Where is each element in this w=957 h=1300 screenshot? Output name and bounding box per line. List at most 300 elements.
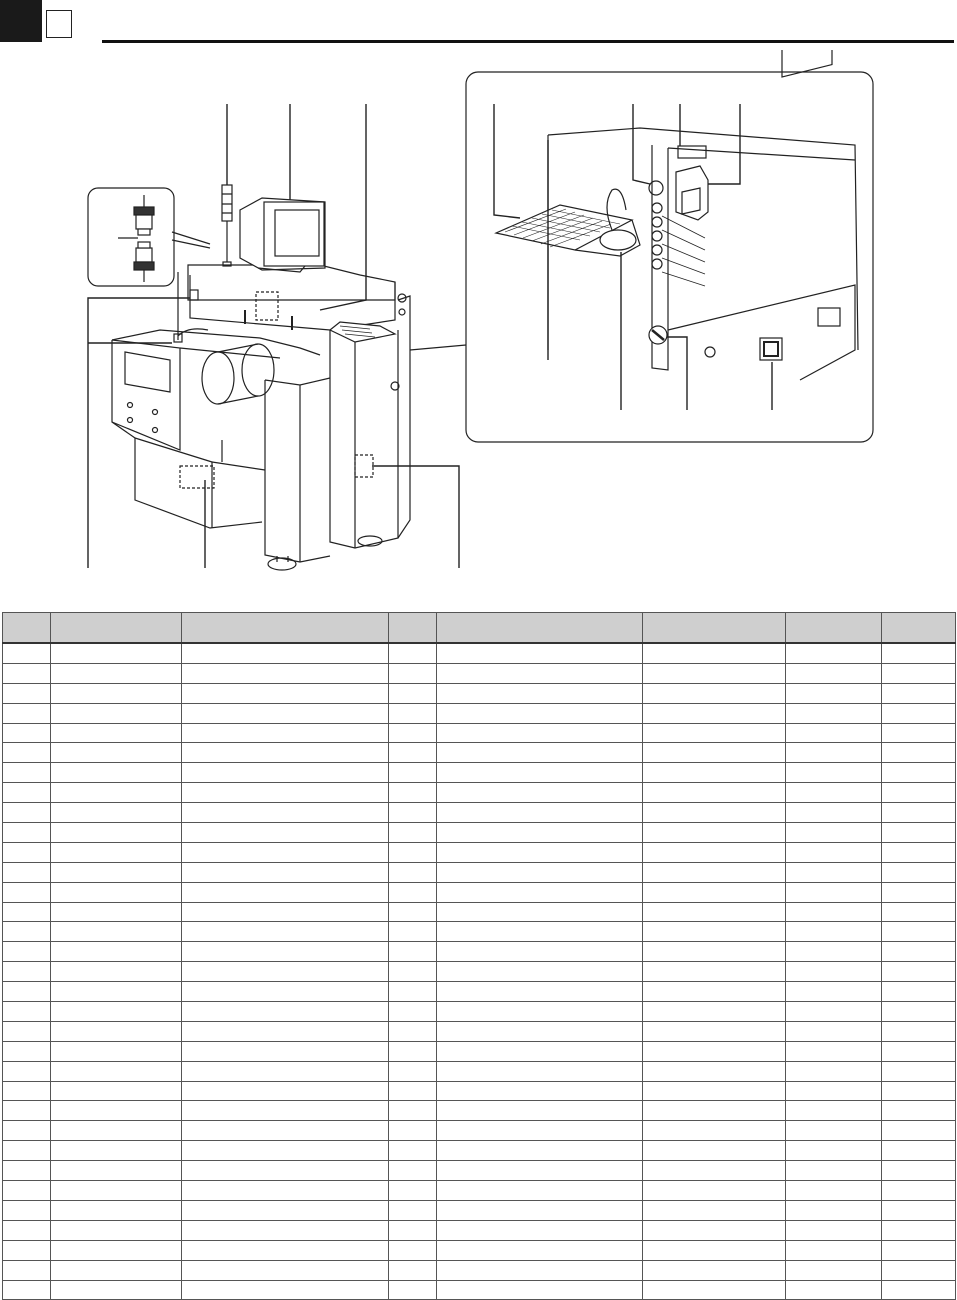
table-cell [389, 1181, 437, 1201]
column-header [51, 613, 182, 644]
table-cell [643, 1141, 786, 1161]
table-cell [437, 1200, 643, 1220]
table-row [3, 902, 956, 922]
table-cell [437, 1141, 643, 1161]
table-cell [882, 1061, 956, 1081]
table-row [3, 1021, 956, 1041]
table-cell [51, 723, 182, 743]
table-cell [437, 783, 643, 803]
table-cell [389, 723, 437, 743]
table-cell [182, 663, 389, 683]
table-cell [786, 1101, 882, 1121]
table-cell [786, 962, 882, 982]
table-cell [3, 1240, 51, 1260]
table-cell [3, 703, 51, 723]
table-cell [643, 942, 786, 962]
table-cell [182, 1220, 389, 1240]
table-cell [643, 842, 786, 862]
table-cell [643, 763, 786, 783]
table-cell [182, 823, 389, 843]
machine-body [112, 265, 410, 570]
table-cell [882, 1021, 956, 1041]
table-cell [643, 783, 786, 803]
table-cell [437, 1220, 643, 1240]
table-cell [389, 1200, 437, 1220]
table-cell [643, 982, 786, 1002]
table-cell [182, 922, 389, 942]
table-cell [882, 962, 956, 982]
table-row [3, 1041, 956, 1061]
table-cell [437, 1101, 643, 1121]
table-cell [51, 1220, 182, 1240]
table-cell [437, 1061, 643, 1081]
table-cell [643, 1041, 786, 1061]
table-cell [389, 783, 437, 803]
table-cell [643, 962, 786, 982]
table-cell [882, 823, 956, 843]
table-cell [437, 902, 643, 922]
table-cell [51, 1061, 182, 1081]
table-row [3, 1240, 956, 1260]
table-row [3, 683, 956, 703]
table-cell [437, 962, 643, 982]
table-cell [437, 1041, 643, 1061]
table-cell [786, 1260, 882, 1280]
table-cell [182, 643, 389, 663]
table-cell [182, 1081, 389, 1101]
table-cell [437, 1280, 643, 1300]
table-row [3, 643, 956, 663]
table-cell [51, 1260, 182, 1280]
table-row [3, 1161, 956, 1181]
table-cell [182, 1121, 389, 1141]
table-cell [182, 1280, 389, 1300]
table-row [3, 743, 956, 763]
table-cell [182, 803, 389, 823]
connector-inset [88, 188, 174, 286]
table-cell [389, 922, 437, 942]
table-header-row [3, 613, 956, 644]
table-cell [51, 1041, 182, 1061]
table-cell [3, 1121, 51, 1141]
table-row [3, 1101, 956, 1121]
section-number-box [46, 10, 72, 38]
table-cell [51, 683, 182, 703]
table-cell [882, 683, 956, 703]
table-cell [3, 663, 51, 683]
table-cell [643, 922, 786, 942]
table-cell [437, 922, 643, 942]
column-header [643, 613, 786, 644]
table-cell [3, 1101, 51, 1121]
table-cell [51, 1280, 182, 1300]
table-cell [51, 1081, 182, 1101]
table-cell [182, 1101, 389, 1121]
table-cell [51, 1240, 182, 1260]
table-cell [643, 1002, 786, 1022]
table-cell [643, 1260, 786, 1280]
table-cell [882, 1200, 956, 1220]
table-row [3, 1181, 956, 1201]
table-cell [643, 743, 786, 763]
column-header [389, 613, 437, 644]
table-cell [182, 783, 389, 803]
table-cell [643, 823, 786, 843]
table-cell [3, 763, 51, 783]
table-cell [643, 1021, 786, 1041]
table-row [3, 1280, 956, 1300]
table-cell [51, 962, 182, 982]
table-cell [389, 882, 437, 902]
table-cell [51, 1181, 182, 1201]
table-cell [182, 763, 389, 783]
table-cell [389, 1141, 437, 1161]
table-cell [51, 1021, 182, 1041]
table-cell [389, 1081, 437, 1101]
table-cell [3, 1141, 51, 1161]
table-cell [643, 683, 786, 703]
table-cell [3, 862, 51, 882]
table-cell [51, 1121, 182, 1141]
table-cell [786, 1280, 882, 1300]
table-cell [389, 1121, 437, 1141]
table-cell [182, 842, 389, 862]
table-cell [3, 922, 51, 942]
table-cell [786, 1002, 882, 1022]
table-cell [882, 882, 956, 902]
table-cell [182, 982, 389, 1002]
table-cell [437, 803, 643, 823]
table-cell [389, 1240, 437, 1260]
table-cell [882, 1240, 956, 1260]
table-cell [882, 1220, 956, 1240]
table-cell [786, 1220, 882, 1240]
table-cell [182, 862, 389, 882]
column-header [786, 613, 882, 644]
table-cell [786, 862, 882, 882]
section-marker-block [0, 0, 42, 42]
table-cell [3, 783, 51, 803]
table-cell [786, 683, 882, 703]
table-cell [786, 1141, 882, 1161]
column-header [437, 613, 643, 644]
table-cell [3, 1002, 51, 1022]
table-cell [389, 982, 437, 1002]
table-row [3, 842, 956, 862]
table-cell [437, 882, 643, 902]
table-cell [3, 882, 51, 902]
table-cell [882, 703, 956, 723]
table-cell [437, 1121, 643, 1141]
table-cell [437, 663, 643, 683]
table-cell [882, 1101, 956, 1121]
table-cell [182, 723, 389, 743]
table-cell [437, 1240, 643, 1260]
table-cell [51, 982, 182, 1002]
table-cell [786, 1181, 882, 1201]
table-row [3, 1061, 956, 1081]
table-cell [437, 1161, 643, 1181]
table-row [3, 862, 956, 882]
table-row [3, 763, 956, 783]
signal-tower-drawing [222, 185, 232, 266]
table-cell [389, 1101, 437, 1121]
table-cell [51, 902, 182, 922]
table-cell [389, 663, 437, 683]
table-cell [3, 942, 51, 962]
table-cell [182, 1240, 389, 1260]
column-header [182, 613, 389, 644]
table-cell [643, 723, 786, 743]
table-cell [643, 703, 786, 723]
table-cell [643, 1181, 786, 1201]
table-cell [882, 982, 956, 1002]
table-cell [389, 942, 437, 962]
table-cell [437, 942, 643, 962]
connector-drawing [118, 195, 154, 282]
table-cell [643, 803, 786, 823]
table-cell [882, 1002, 956, 1022]
column-header [3, 613, 51, 644]
table-cell [51, 942, 182, 962]
table-cell [643, 902, 786, 922]
table-cell [51, 1101, 182, 1121]
table-cell [182, 902, 389, 922]
table-cell [643, 1220, 786, 1240]
table-row [3, 783, 956, 803]
table-row [3, 823, 956, 843]
table-cell [882, 1181, 956, 1201]
table-cell [882, 803, 956, 823]
table-cell [182, 942, 389, 962]
table-cell [786, 1021, 882, 1041]
table-cell [786, 882, 882, 902]
table-cell [882, 1121, 956, 1141]
table-cell [3, 1260, 51, 1280]
table-cell [437, 1181, 643, 1201]
table-cell [3, 643, 51, 663]
table-cell [437, 743, 643, 763]
detail-inset [466, 72, 873, 442]
table-cell [182, 1260, 389, 1280]
table-cell [389, 1041, 437, 1061]
table-cell [51, 703, 182, 723]
table-cell [389, 862, 437, 882]
table-cell [643, 1280, 786, 1300]
table-cell [389, 823, 437, 843]
table-row [3, 723, 956, 743]
table-cell [182, 703, 389, 723]
machine-illustration [0, 50, 957, 585]
table-cell [882, 783, 956, 803]
table-cell [882, 723, 956, 743]
table-cell [437, 982, 643, 1002]
table-cell [882, 862, 956, 882]
table-cell [51, 922, 182, 942]
callout-leaders [88, 104, 772, 568]
table-cell [389, 763, 437, 783]
table-cell [3, 962, 51, 982]
table-cell [786, 1121, 882, 1141]
table-cell [51, 882, 182, 902]
table-cell [51, 643, 182, 663]
table-cell [51, 743, 182, 763]
table-cell [3, 723, 51, 743]
table-cell [643, 862, 786, 882]
table-cell [389, 743, 437, 763]
table-row [3, 1200, 956, 1220]
table-cell [437, 842, 643, 862]
table-cell [786, 1240, 882, 1260]
table-cell [643, 1101, 786, 1121]
table-cell [786, 703, 882, 723]
table-cell [643, 1161, 786, 1181]
table-cell [3, 1280, 51, 1300]
table-cell [437, 862, 643, 882]
table-body [3, 643, 956, 1300]
table-cell [786, 663, 882, 683]
table-cell [182, 1021, 389, 1041]
table-cell [182, 1200, 389, 1220]
table-cell [182, 882, 389, 902]
table-cell [643, 1240, 786, 1260]
table-cell [437, 1002, 643, 1022]
table-cell [3, 902, 51, 922]
table-cell [51, 1141, 182, 1161]
table-cell [389, 1002, 437, 1022]
table-cell [786, 783, 882, 803]
table-row [3, 982, 956, 1002]
table-cell [643, 1061, 786, 1081]
table-cell [3, 1181, 51, 1201]
table-cell [643, 882, 786, 902]
table-cell [51, 842, 182, 862]
table-cell [882, 743, 956, 763]
table-cell [389, 703, 437, 723]
table-cell [882, 942, 956, 962]
table-cell [786, 942, 882, 962]
table-cell [51, 1161, 182, 1181]
table-cell [182, 1041, 389, 1061]
table-row [3, 1081, 956, 1101]
table-cell [437, 763, 643, 783]
table-cell [51, 862, 182, 882]
table-cell [643, 663, 786, 683]
table-cell [882, 1161, 956, 1181]
table-cell [51, 783, 182, 803]
table-cell [389, 1260, 437, 1280]
table-row [3, 803, 956, 823]
table-row [3, 663, 956, 683]
table-cell [643, 1200, 786, 1220]
table-cell [389, 962, 437, 982]
table-cell [643, 643, 786, 663]
table-cell [882, 842, 956, 862]
table-cell [3, 1200, 51, 1220]
table-cell [786, 1061, 882, 1081]
table-cell [389, 1220, 437, 1240]
table-cell [389, 902, 437, 922]
table-cell [182, 743, 389, 763]
table-cell [437, 683, 643, 703]
table-cell [3, 1041, 51, 1061]
table-cell [882, 763, 956, 783]
table-cell [3, 743, 51, 763]
table-cell [3, 1220, 51, 1240]
table-cell [882, 663, 956, 683]
table-cell [882, 1041, 956, 1061]
table-cell [786, 1200, 882, 1220]
table-row [3, 1002, 956, 1022]
table-row [3, 1220, 956, 1240]
table-cell [786, 1161, 882, 1181]
table-cell [786, 1041, 882, 1061]
table-cell [3, 803, 51, 823]
table-cell [786, 643, 882, 663]
table-cell [882, 643, 956, 663]
monitor-drawing [240, 198, 325, 272]
table-cell [51, 803, 182, 823]
table-cell [643, 1081, 786, 1101]
column-header [882, 613, 956, 644]
table-cell [51, 763, 182, 783]
table-cell [786, 902, 882, 922]
table-cell [882, 1081, 956, 1101]
table-cell [643, 1121, 786, 1141]
table-cell [51, 823, 182, 843]
table-row [3, 942, 956, 962]
table-cell [389, 1161, 437, 1181]
table-cell [882, 922, 956, 942]
table-cell [437, 1081, 643, 1101]
table-cell [182, 962, 389, 982]
table-cell [389, 1021, 437, 1041]
table-cell [786, 1081, 882, 1101]
table-cell [182, 1181, 389, 1201]
table-cell [437, 703, 643, 723]
table-cell [3, 683, 51, 703]
table-cell [786, 763, 882, 783]
header-rule [102, 40, 954, 43]
table-cell [3, 823, 51, 843]
table-cell [3, 1161, 51, 1181]
table-cell [389, 842, 437, 862]
table-cell [389, 803, 437, 823]
table-cell [786, 803, 882, 823]
table-cell [389, 643, 437, 663]
table-row [3, 962, 956, 982]
table-cell [389, 1280, 437, 1300]
table-cell [51, 1200, 182, 1220]
table-cell [3, 1021, 51, 1041]
table-cell [51, 663, 182, 683]
table-cell [437, 1021, 643, 1041]
table-cell [182, 683, 389, 703]
table-cell [786, 982, 882, 1002]
table-cell [182, 1061, 389, 1081]
table-row [3, 703, 956, 723]
table-cell [182, 1002, 389, 1022]
parts-table [2, 612, 956, 1300]
table-row [3, 1121, 956, 1141]
table-cell [437, 1260, 643, 1280]
table-cell [786, 842, 882, 862]
table-cell [882, 1280, 956, 1300]
table-cell [389, 683, 437, 703]
detail-panel-drawing [496, 50, 858, 380]
table-cell [3, 1081, 51, 1101]
table-cell [786, 723, 882, 743]
